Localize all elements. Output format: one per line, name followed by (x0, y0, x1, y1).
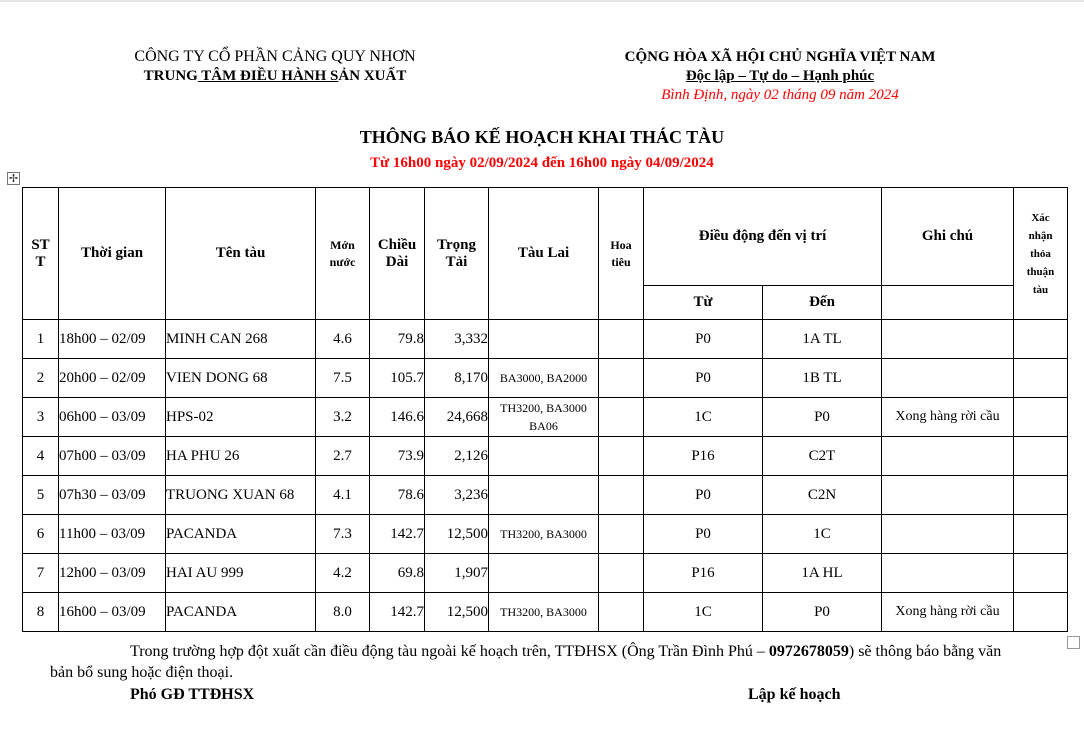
header-stt: ST T (23, 188, 59, 320)
company-department (95, 67, 455, 85)
table-row (23, 554, 1068, 593)
cell-ship-name: HPS-02 (166, 398, 316, 437)
cell-pilot (599, 554, 644, 593)
cell-length: 78.6 (370, 476, 425, 515)
cell-ship-name: PACANDA (166, 515, 316, 554)
header-pilot: Hoa tiêu (599, 188, 644, 320)
header-from: Từ (644, 286, 763, 320)
cell-tug: TH3200, BA3000 (489, 515, 599, 554)
cell-length: 69.8 (370, 554, 425, 593)
table-row (23, 398, 1068, 437)
cell-tonnage: 12,500 (425, 593, 489, 632)
signature-deputy-director: Phó GĐ TTĐHSX (130, 686, 255, 703)
header-time: Thời gian (59, 188, 166, 320)
cell-tug (489, 437, 599, 476)
cell-from: 1C (644, 398, 763, 437)
cell-draft: 4.1 (316, 476, 370, 515)
table-row (23, 593, 1068, 632)
cell-to: 1C (763, 515, 882, 554)
document-title: THÔNG BÁO KẾ HOẠCH KHAI THÁC TÀU (359, 127, 725, 147)
cell-to: P0 (763, 593, 882, 632)
cell-draft: 7.3 (316, 515, 370, 554)
nation-name: CỘNG HÒA XÃ HỘI CHỦ NGHĨA VIỆT NAM (624, 49, 936, 65)
header-move-to: Điều động đến vị trí (644, 188, 882, 286)
cell-draft: 3.2 (316, 398, 370, 437)
nation-motto: Độc lập – Tự do – Hạnh phúc (685, 68, 875, 84)
header-tonnage: Trọng Tải (425, 188, 489, 320)
cell-draft: 4.2 (316, 554, 370, 593)
cell-time: 18h00 – 02/09 (59, 320, 166, 359)
cell-ship-name: VIEN DONG 68 (166, 359, 316, 398)
cell-confirm (1014, 320, 1068, 359)
cell-stt: 7 (23, 554, 59, 593)
cell-tug (489, 320, 599, 359)
cell-length: 146.6 (370, 398, 425, 437)
cell-length: 73.9 (370, 437, 425, 476)
table-row (23, 437, 1068, 476)
header-to: Đến (763, 286, 882, 320)
cell-pilot (599, 398, 644, 437)
cell-pilot (599, 320, 644, 359)
cell-note (882, 476, 1014, 515)
cell-pilot (599, 593, 644, 632)
cell-to: 1A TL (763, 320, 882, 359)
cell-stt: 3 (23, 398, 59, 437)
table-move-handle-icon[interactable]: ✢ (8, 172, 19, 185)
cell-confirm (1014, 359, 1068, 398)
cell-ship-name: PACANDA (166, 593, 316, 632)
cell-confirm (1014, 437, 1068, 476)
cell-tug: TH3200, BA3000 BA06 (489, 398, 599, 437)
cell-note: Xong hàng rời cầu (882, 398, 1014, 437)
table-row (23, 320, 1068, 359)
document-subtitle: Từ 16h00 ngày 02/09/2024 đến 16h00 ngày 04/09/2024 (370, 155, 714, 171)
cell-from: P16 (644, 437, 763, 476)
table-row (23, 359, 1068, 398)
cell-confirm (1014, 398, 1068, 437)
cell-draft: 4.6 (316, 320, 370, 359)
header-tug: Tàu Lai (489, 188, 599, 320)
cell-tonnage: 8,170 (425, 359, 489, 398)
cell-confirm (1014, 554, 1068, 593)
table-body (23, 320, 1068, 632)
cell-ship-name: HAI AU 999 (166, 554, 316, 593)
table-row (23, 476, 1068, 515)
cell-tonnage: 3,236 (425, 476, 489, 515)
cell-stt: 8 (23, 593, 59, 632)
cell-note (882, 437, 1014, 476)
cell-tonnage: 1,907 (425, 554, 489, 593)
cell-pilot (599, 515, 644, 554)
footer-text-part-1: Trong trường hợp đột xuất cần điều động tàu ngoài kế hoạch trên, TTĐHSX (Ông Trần Đình Phú – (130, 643, 769, 660)
cell-tonnage: 2,126 (425, 437, 489, 476)
signature-planner: Lập kế hoạch (748, 686, 841, 703)
cell-from: P0 (644, 515, 763, 554)
cell-confirm (1014, 593, 1068, 632)
cell-stt: 5 (23, 476, 59, 515)
cell-time: 06h00 – 03/09 (59, 398, 166, 437)
cell-from: P0 (644, 359, 763, 398)
cell-time: 07h00 – 03/09 (59, 437, 166, 476)
cell-note (882, 359, 1014, 398)
header-length: Chiều Dài (370, 188, 425, 320)
cell-confirm (1014, 476, 1068, 515)
cell-note (882, 554, 1014, 593)
cell-ship-name: MINH CAN 268 (166, 320, 316, 359)
header-note: Ghi chú (882, 188, 1014, 286)
cell-draft: 2.7 (316, 437, 370, 476)
cell-to: C2N (763, 476, 882, 515)
cell-draft: 7.5 (316, 359, 370, 398)
cell-time: 20h00 – 02/09 (59, 359, 166, 398)
table-header-row (23, 188, 1068, 286)
cell-tonnage: 3,332 (425, 320, 489, 359)
cell-note (882, 515, 1014, 554)
cell-tonnage: 24,668 (425, 398, 489, 437)
cell-note (882, 320, 1014, 359)
company-name: CÔNG TY CỔ PHẦN CẢNG QUY NHƠN (134, 48, 416, 65)
table-resize-handle[interactable] (1067, 636, 1080, 649)
header-confirm: Xác nhận thỏa thuận tàu (1014, 188, 1068, 320)
table-row (23, 515, 1068, 554)
company-header (95, 47, 455, 85)
header-ship-name: Tên tàu (166, 188, 316, 320)
contact-phone: 0972678059 (768, 643, 849, 660)
cell-from: P16 (644, 554, 763, 593)
cell-to: 1A HL (763, 554, 882, 593)
cell-tug: TH3200, BA3000 (489, 593, 599, 632)
cell-ship-name: TRUONG XUAN 68 (166, 476, 316, 515)
cell-tug: BA3000, BA2000 (489, 359, 599, 398)
cell-stt: 2 (23, 359, 59, 398)
cell-pilot (599, 359, 644, 398)
department-part-3: ẢN XUẤT (338, 68, 407, 84)
ship-plan-table (22, 187, 1068, 632)
cell-time: 07h30 – 03/09 (59, 476, 166, 515)
footer-text-part-2: ) sẽ thông báo bằng văn bản bổ sung hoặc điện thoại. (50, 643, 1002, 681)
cell-time: 12h00 – 03/09 (59, 554, 166, 593)
header-draft: Mớn nước (316, 188, 370, 320)
cell-to: P0 (763, 398, 882, 437)
cell-time: 11h00 – 03/09 (59, 515, 166, 554)
cell-length: 105.7 (370, 359, 425, 398)
cell-to: 1B TL (763, 359, 882, 398)
document-date: Bình Định, ngày 02 tháng 09 năm 2024 (661, 87, 899, 103)
footer-paragraph (50, 641, 1020, 683)
cell-stt: 6 (23, 515, 59, 554)
cell-from: P0 (644, 476, 763, 515)
nation-header (590, 47, 970, 105)
department-part-2: TÂM ĐIỀU HÀNH S (197, 68, 339, 84)
cell-note: Xong hàng rời cầu (882, 593, 1014, 632)
cell-confirm (1014, 515, 1068, 554)
cell-pilot (599, 476, 644, 515)
cell-time: 16h00 – 03/09 (59, 593, 166, 632)
cell-length: 79.8 (370, 320, 425, 359)
cell-from: P0 (644, 320, 763, 359)
cell-length: 142.7 (370, 593, 425, 632)
cell-tug (489, 476, 599, 515)
cell-ship-name: HA PHU 26 (166, 437, 316, 476)
cell-length: 142.7 (370, 515, 425, 554)
header-note-sub (882, 286, 1014, 320)
cell-tonnage: 12,500 (425, 515, 489, 554)
department-part-1: TRUNG (143, 68, 198, 84)
page-top-border (0, 0, 1084, 2)
cell-to: C2T (763, 437, 882, 476)
cell-stt: 4 (23, 437, 59, 476)
cell-draft: 8.0 (316, 593, 370, 632)
cell-pilot (599, 437, 644, 476)
cell-tug (489, 554, 599, 593)
cell-from: 1C (644, 593, 763, 632)
cell-stt: 1 (23, 320, 59, 359)
